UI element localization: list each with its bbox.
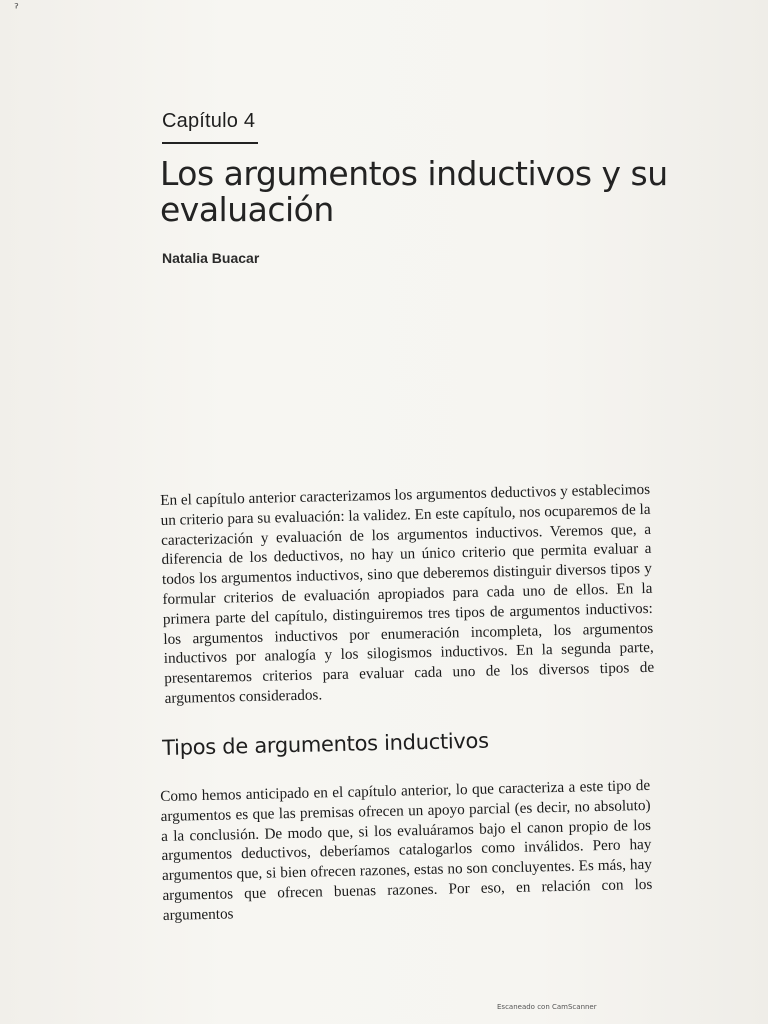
- intro-paragraph: En el capítulo anterior caracterizamos los argumentos deductivos y establecimos un criterio para su evaluación: la validez. En este capítulo, nos ocuparemos de la caracterización y evaluación de los argumentos inductivos. Veremos que, a diferencia de los deductivos, no hay un único criterio que permita evaluar a todos los argumentos inductivos, sino que deberemos distinguir diversos tipos y formular criterios de evaluación apropiados para cada uno de ellos. En la primera parte del capítulo, distinguiremos tres tipos de argumentos inductivos: los argumentos inductivos por enumeración incompleta, los argumentos inductivos por analogía y los silogismos inductivos. En la segunda parte, presentaremos criterios para evaluar cada uno de los diversos tipos de argumentos considerados.: [160, 480, 655, 707]
- author-name: Natalia Buacar: [162, 250, 260, 266]
- chapter-title: Los argumentos inductivos y su evaluación: [160, 154, 668, 229]
- corner-mark: ˀ: [14, 2, 19, 17]
- chapter-label: Capítulo 4: [162, 110, 256, 132]
- chapter-rule: [162, 142, 258, 144]
- section-heading: Tipos de argumentos inductivos: [162, 728, 489, 760]
- section-paragraph: Como hemos anticipado en el capítulo anterior, lo que caracteriza a este tipo de argumentos es que las premisas ofrecen un apoyo parcial (es decir, no absoluto) a la conclusión. De modo que, si los evaluáramos bajo el canon propio de los argumentos deductivos, deberíamos catalogarlos como inválidos. Pero hay argumentos que, si bien ofrecen razones, estas no son concluyentes. Es más, hay argumentos que ofrecen buenas razones. Por eso, en relación con los argumentos: [160, 776, 653, 924]
- scanner-watermark: Escaneado con CamScanner: [497, 1003, 597, 1011]
